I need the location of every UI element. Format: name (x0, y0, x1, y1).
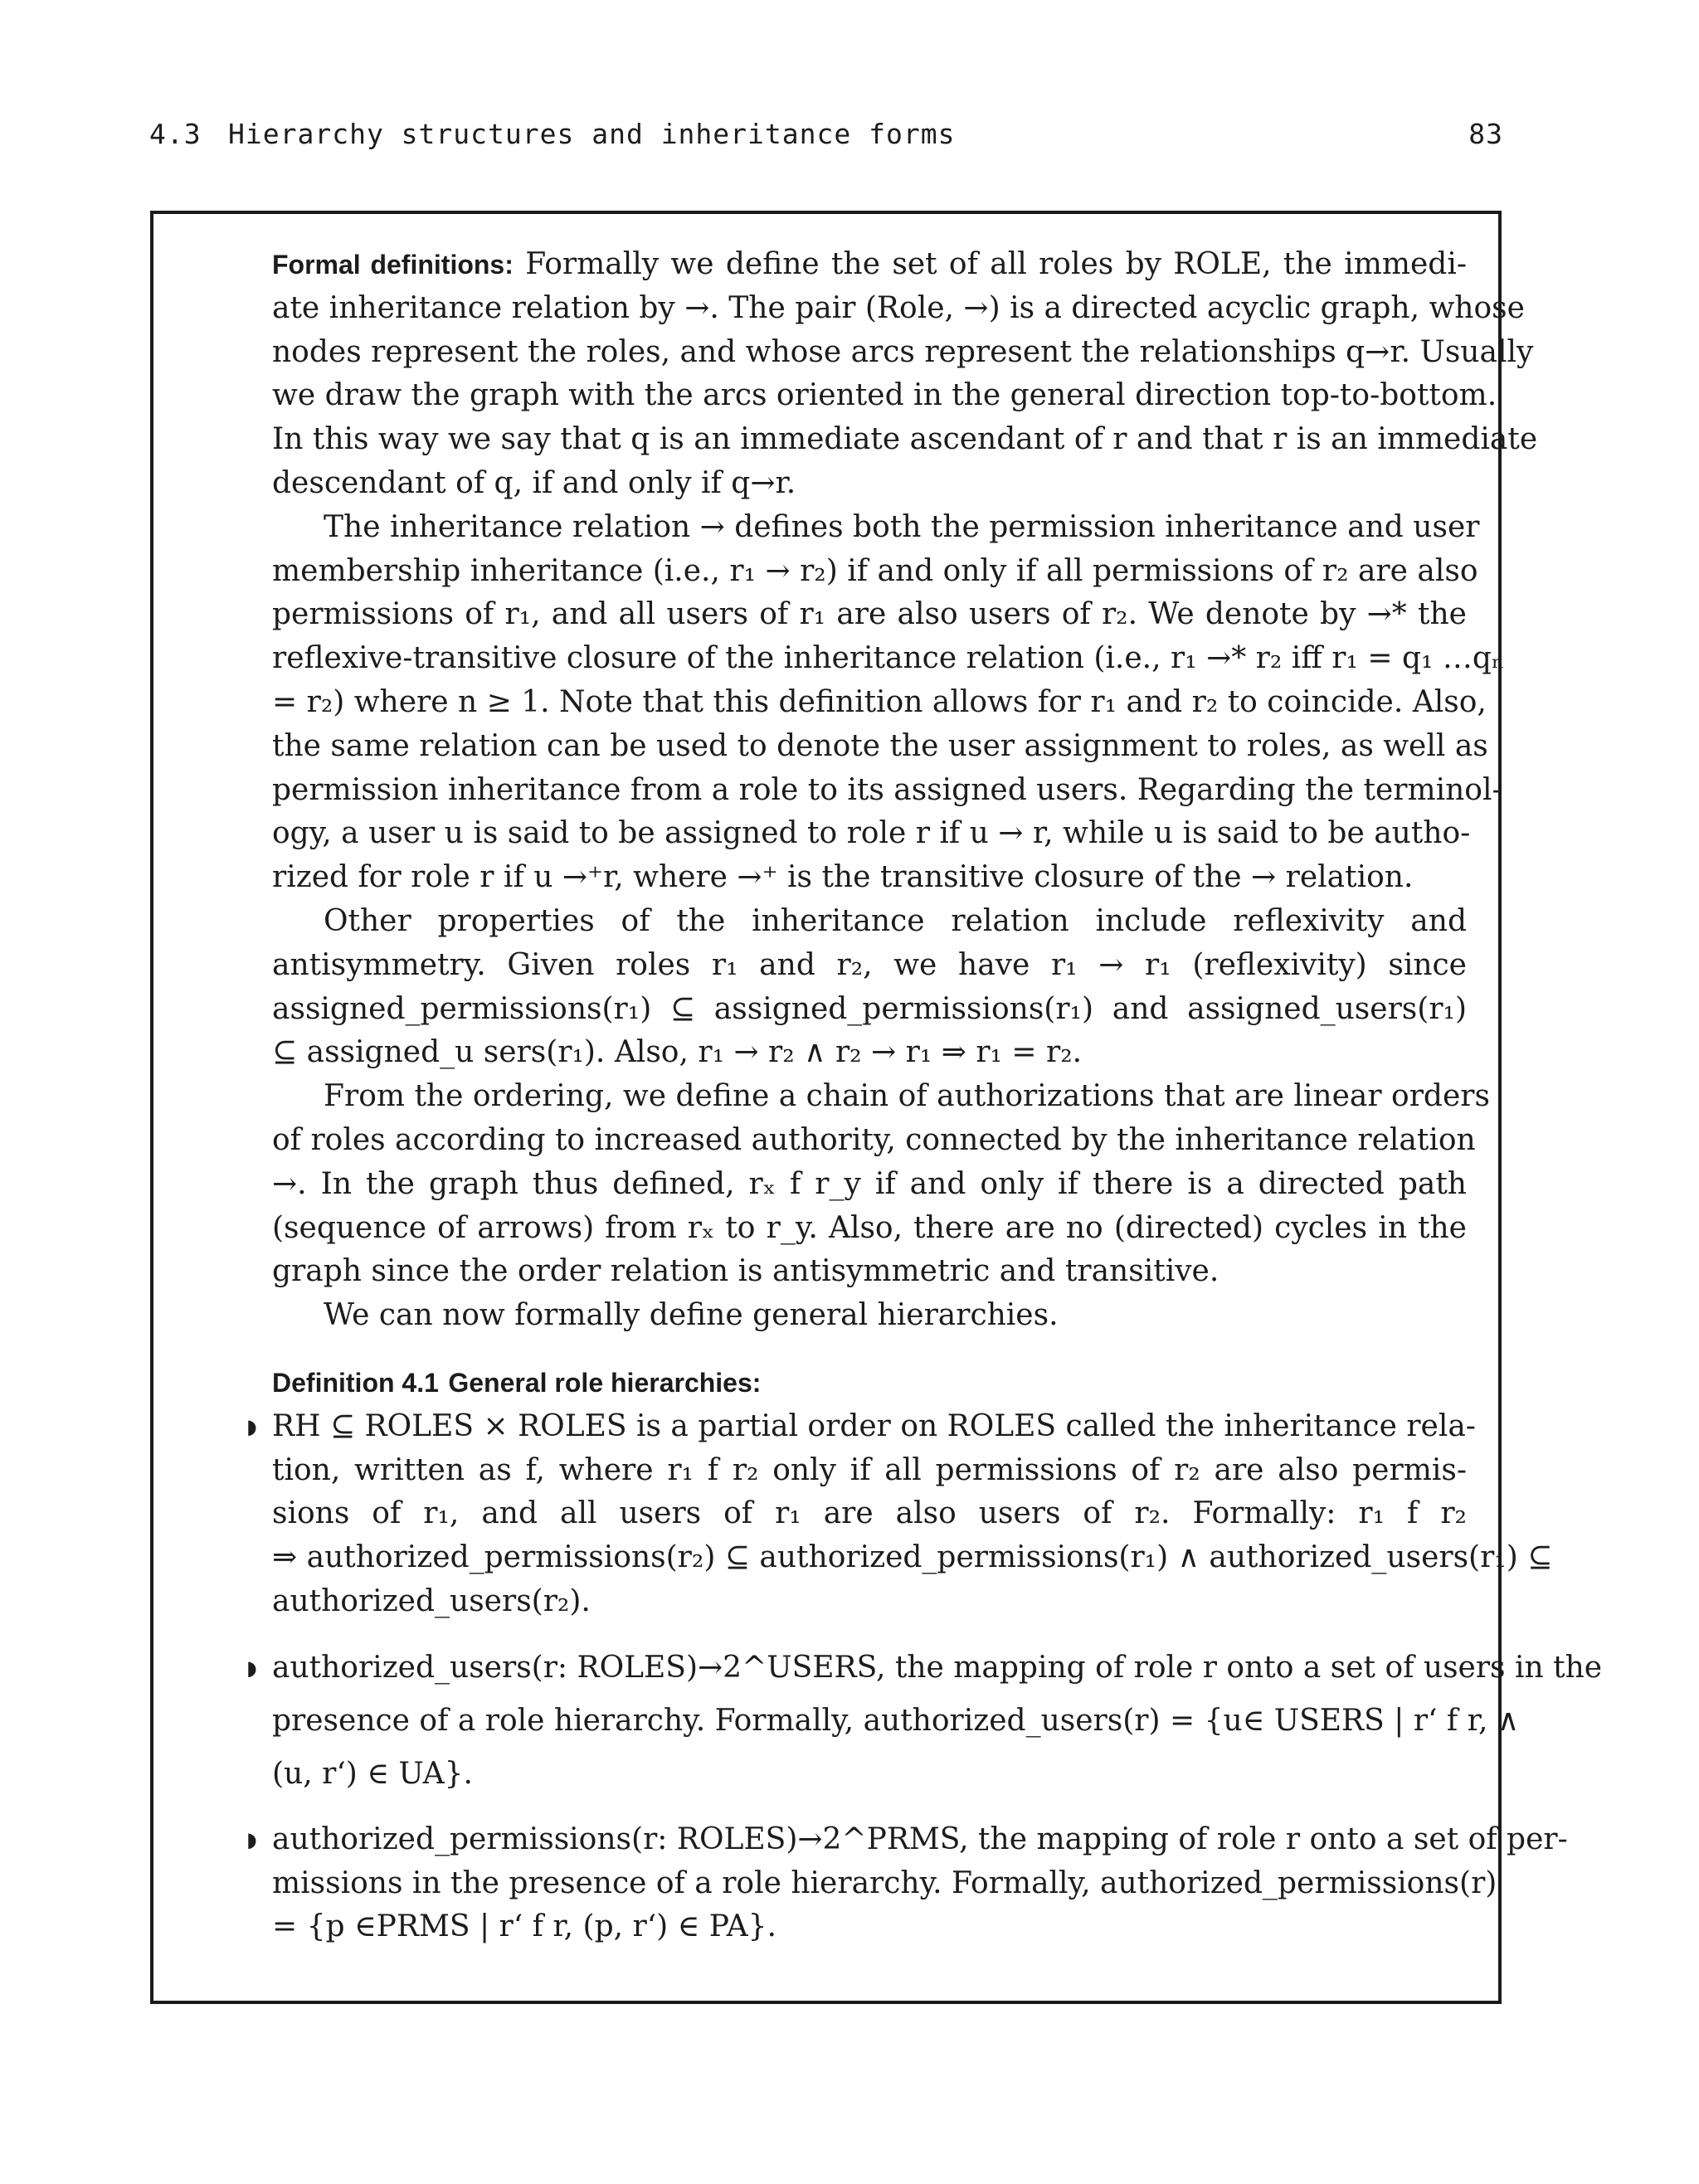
text-line: = {p ∈PRMS | r‘ f r, (p, r‘) ∈ PA}. (272, 1909, 776, 1944)
text-line: ate inheritance relation by →. The pair (Role, →) is a directed acyclic graph, whose (272, 290, 1525, 325)
definition-heading (272, 1361, 1467, 1405)
list-item (245, 1818, 1568, 1949)
text-line: presence of a role hierarchy. Formally, authorized_users(r) = {u∈ USERS | r‘ f r, ∧ (272, 1703, 1520, 1738)
bullet-marker-icon: ◗ (246, 1414, 257, 1438)
text-line: permissions of r₁, and all users of r₁ are also users of r₂. We denote by →* the (272, 597, 1467, 632)
paragraph-first-line: We can now formally define general hierarchies. (324, 1298, 1059, 1333)
text-line: missions in the presence of a role hierarchy. Formally, authorized_permissions(r) (272, 1865, 1497, 1900)
bullet-marker-icon: ◗ (246, 1827, 257, 1851)
list-item (245, 1405, 1553, 1624)
text-line: tion, written as f, where r₁ f r₂ only if all permissions of r₂ are also permis- (272, 1452, 1467, 1487)
text-line: (sequence of arrows) from rₓ to r_y. Also, there are no (directed) cycles in the (272, 1210, 1467, 1245)
paragraph-first-line: The inheritance relation → defines both the permission inheritance and user (324, 509, 1480, 544)
text-line: permission inheritance from a role to its assigned users. Regarding the terminol- (272, 772, 1502, 807)
text-line: of roles according to increased authority, connected by the inheritance relation (272, 1122, 1476, 1157)
text-line: = r₂) where n ≥ 1. Note that this definition allows for r₁ and r₂ to coincide. Also, (272, 684, 1487, 719)
text-line: graph since the order relation is antisymmetric and transitive. (272, 1254, 1219, 1289)
text-line: the same relation can be used to denote the user assignment to roles, as well as (272, 728, 1488, 763)
text-line: Formal definitions: Formally we define the set of all roles by ROLE, the immedi- (272, 247, 1467, 281)
text-line: authorized_users(r₂). (272, 1583, 591, 1618)
text-line: rized for role r if u →⁺r, where →⁺ is the transitive closure of the → relation. (272, 860, 1414, 895)
section-title: Hierarchy structures and inheritance forms (228, 118, 956, 150)
page-number: 83 (1468, 118, 1503, 150)
text-line: RH ⊆ ROLES × ROLES is a partial order on ROLES called the inheritance rela- (272, 1408, 1476, 1443)
text-line: antisymmetry. Given roles r₁ and r₂, we have r₁ → r₁ (reflexivity) since (272, 947, 1467, 982)
text-line: →. In the graph thus defined, rₓ f r_y if and only if there is a directed path (272, 1166, 1467, 1201)
text-line: ⊆ assigned_u sers(r₁). Also, r₁ → r₂ ∧ r₂ → r₁ ⇒ r₁ = r₂. (272, 1035, 1083, 1070)
text-line: authorized_users(r: ROLES)→2^USERS, the mapping of role r onto a set of users in the (272, 1650, 1603, 1685)
text-line: sions of r₁, and all users of r₁ are also users of r₂. Formally: r₁ f r₂ (272, 1496, 1467, 1531)
formal-definitions-label: Formal definitions: (272, 250, 514, 280)
definition-title: General role hierarchies: (448, 1367, 762, 1398)
text-line: assigned_permissions(r₁) ⊆ assigned_permissions(r₁) and assigned_users(r₁) (272, 991, 1467, 1026)
text-line: we draw the graph with the arcs oriented in the general direction top-to-bottom. (272, 378, 1497, 413)
text-line: descendant of q, if and only if q→r. (272, 465, 796, 500)
text-line: authorized_permissions(r: ROLES)→2^PRMS, the mapping of role r onto a set of per- (272, 1822, 1568, 1856)
paragraph-first-line: From the ordering, we define a chain of authorizations that are linear orders (324, 1079, 1490, 1114)
text-line: (u, r‘) ∈ UA}. (272, 1756, 473, 1791)
text-line: membership inheritance (i.e., r₁ → r₂) if and only if all permissions of r₂ are also (272, 553, 1478, 588)
list-item (245, 1642, 1603, 1800)
definition-number: Definition 4.1 (272, 1367, 439, 1398)
text-line: ogy, a user u is said to be assigned to role r if u → r, while u is said to be autho- (272, 816, 1471, 851)
paragraph-first-line: Other properties of the inheritance relation include reflexivity and (324, 903, 1467, 938)
text-line: ⇒ authorized_permissions(r₂) ⊆ authorized_permissions(r₁) ∧ authorized_users(r₁) ⊆ (272, 1540, 1553, 1575)
box-content (246, 243, 1603, 1949)
text-line: reflexive-transitive closure of the inheritance relation (i.e., r₁ →* r₂ iff r₁ = q₁ …qₙ (272, 641, 1505, 676)
section-number: 4.3 (149, 118, 202, 150)
running-head (149, 118, 1503, 159)
text-line: In this way we say that q is an immediate ascendant of r and that r is an immediate (272, 422, 1538, 457)
definition-list (245, 1405, 1603, 1949)
text-line: nodes represent the roles, and whose arcs represent the relationships q→r. Usually (272, 334, 1534, 369)
bullet-marker-icon: ◗ (246, 1656, 257, 1680)
